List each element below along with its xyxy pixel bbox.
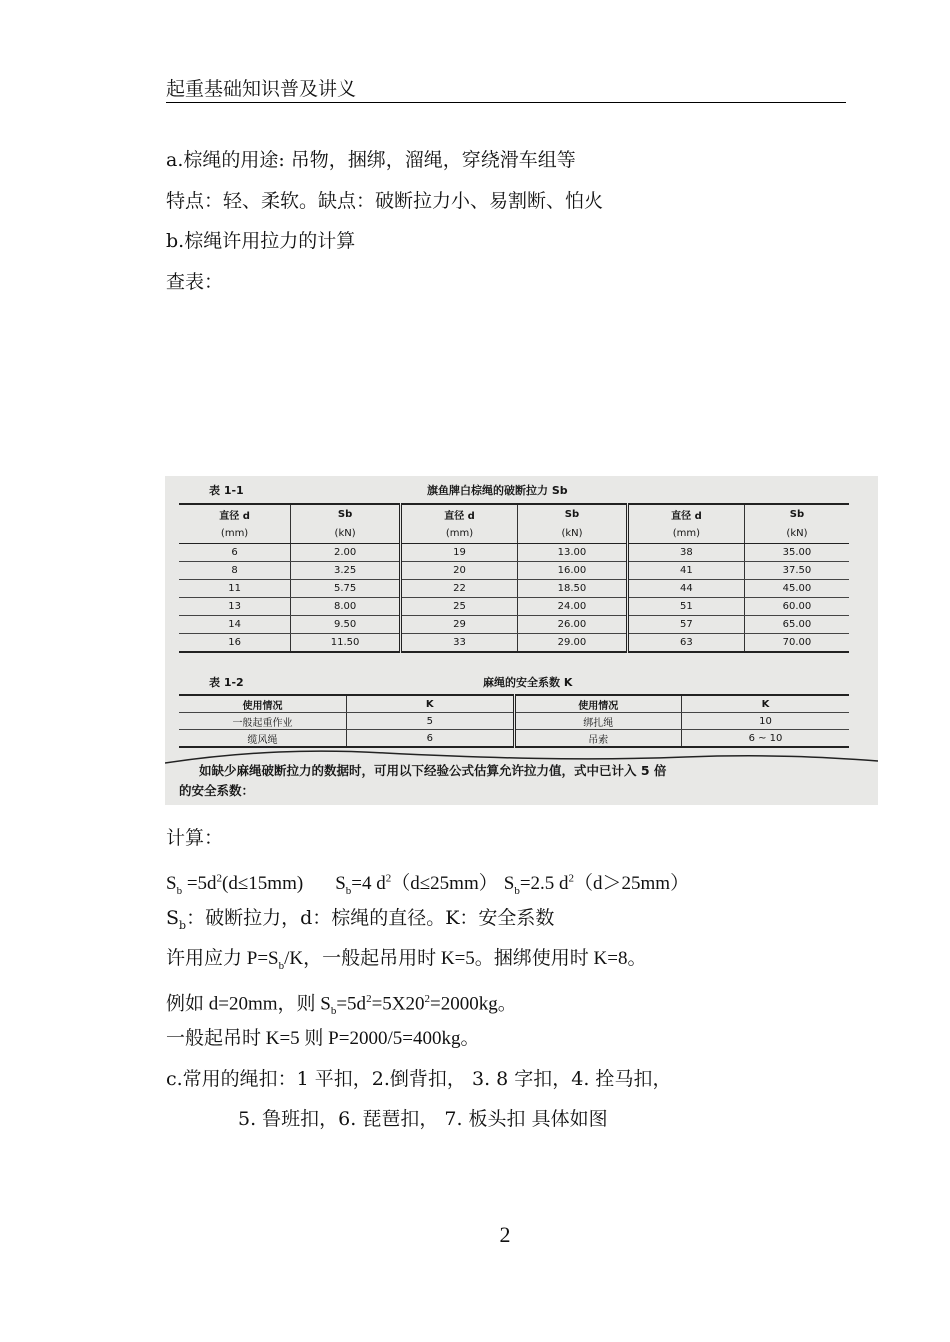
page-number: 2 — [499, 1222, 511, 1247]
table-cell: 3.25 — [291, 562, 401, 580]
th-unit-mm: (mm) — [627, 524, 744, 544]
table-cell: 11 — [179, 580, 291, 598]
table-cell: 6 — [347, 730, 515, 748]
table-cell: 8.00 — [291, 598, 401, 616]
paragraph-usage: a.棕绳的用途: 吊物，捆绑，溜绳，穿绕滑车组等 — [166, 149, 576, 171]
calc-label: 计算： — [166, 827, 224, 849]
definition-line: $S_b$：破断拉力，d：棕绳的直径。K：安全系数 — [166, 907, 555, 932]
scan-note-line1: 如缺少麻绳破断拉力的数据时，可用以下经验公式估算允许拉力值，式中已计入 5 倍 — [199, 763, 667, 778]
paragraph-lookup: 查表： — [166, 271, 224, 293]
table-row — [179, 634, 849, 653]
table-cell: 19 — [401, 544, 518, 562]
th-diameter: 直径 d — [219, 511, 250, 522]
th-usage: 使用情况 — [514, 695, 682, 713]
table-cell: 一般起重作业 — [179, 713, 347, 730]
table-cell: 57 — [627, 616, 744, 634]
table-cell: 33 — [401, 634, 518, 653]
th-usage: 使用情况 — [179, 695, 347, 713]
table-cell: 5.75 — [291, 580, 401, 598]
table-cell: 16 — [179, 634, 291, 653]
table-cell: 16.00 — [518, 562, 628, 580]
table-cell: 吊索 — [514, 730, 682, 748]
formula-1: $S_b =5d^2(d\le 15mm)$ — [166, 873, 304, 898]
table-cell: 29.00 — [518, 634, 628, 653]
scan-note-line2: 的安全系数： — [179, 783, 255, 798]
table2-label: 表 1-2 — [209, 676, 244, 689]
table-cell: 22 — [401, 580, 518, 598]
example-line: 例如 d=20mm，则 $S_b=5d^2=5X20^2=2000kg$。 — [166, 993, 517, 1018]
table-cell: 9.50 — [291, 616, 401, 634]
table-cell: 14 — [179, 616, 291, 634]
example-result-line: 一般起吊时 K=5 则 P=2000/5=400kg。 — [166, 1028, 480, 1049]
formula-3: $S_b=2.5$ $d^2(d>25mm)$ — [503, 873, 690, 898]
table-cell: 26.00 — [518, 616, 628, 634]
th-unit-kn: (kN) — [518, 524, 628, 544]
th-diameter: 直径 d — [401, 504, 518, 524]
table-cell: 绑扎绳 — [514, 713, 682, 730]
table-cell: 6 ~ 10 — [682, 730, 850, 748]
header-title: 起重基础知识普及讲义 — [166, 78, 357, 100]
table-row — [179, 562, 849, 580]
th-unit-kn: (kN) — [291, 524, 401, 544]
table-cell: 13.00 — [518, 544, 628, 562]
th-k: K — [347, 695, 515, 713]
table-cell: 25 — [401, 598, 518, 616]
table-cell: 37.50 — [744, 562, 849, 580]
table1-label: 表 1-1 — [209, 484, 244, 497]
table2-title: 麻绳的安全系数 K — [483, 676, 573, 689]
th-sb: Sb — [291, 504, 401, 524]
table-cell: 29 — [401, 616, 518, 634]
table-cell: 2.00 — [291, 544, 401, 562]
table-row — [179, 713, 849, 730]
table-row — [179, 580, 849, 598]
knots-line-1: c.常用的绳扣：1 平扣，2.倒背扣， 3. 8 字扣，4. 拴马扣， — [166, 1068, 672, 1090]
table-cell: 11.50 — [291, 634, 401, 653]
table-cell: 6 — [179, 544, 291, 562]
table1-title: 旗鱼牌白棕绳的破断拉力 Sb — [427, 484, 568, 497]
th-diameter: 直径 d — [627, 504, 744, 524]
paragraph-features: 特点：轻、柔软。缺点：破断拉力小、易割断、怕火 — [166, 190, 604, 212]
th-unit-mm: (mm) — [179, 524, 291, 544]
table-cell: 63 — [627, 634, 744, 653]
table-cell: 65.00 — [744, 616, 849, 634]
formula-2: $S_b=4$ $d^2(d\le 25mm)$ — [335, 873, 498, 898]
scanned-table-image — [165, 476, 878, 805]
table-row — [179, 598, 849, 616]
th-unit-kn: (kN) — [744, 524, 849, 544]
table-cell: 缆风绳 — [179, 730, 347, 748]
table-row — [179, 544, 849, 562]
page-header — [166, 76, 846, 103]
th-sb: Sb — [518, 504, 628, 524]
table-cell: 5 — [347, 713, 515, 730]
table-cell: 70.00 — [744, 634, 849, 653]
table-cell: 44 — [627, 580, 744, 598]
th-unit-mm: (mm) — [401, 524, 518, 544]
table-breaking-force — [179, 503, 849, 653]
table-cell: 8 — [179, 562, 291, 580]
allowable-stress-line: 许用应力 $P=S_b/K$，一般起吊用时 K=5。捆绑使用时 K=8。 — [166, 948, 647, 972]
table-cell: 51 — [627, 598, 744, 616]
th-sb: Sb — [744, 504, 849, 524]
table-cell: 41 — [627, 562, 744, 580]
table-cell: 24.00 — [518, 598, 628, 616]
knots-line-2: 5. 鲁班扣，6. 琵琶扣， 7. 板头扣 具体如图 — [238, 1108, 608, 1130]
table-cell: 13 — [179, 598, 291, 616]
table-cell: 18.50 — [518, 580, 628, 598]
table-cell: 45.00 — [744, 580, 849, 598]
th-k: K — [682, 695, 850, 713]
table-cell: 10 — [682, 713, 850, 730]
formula-line — [166, 867, 689, 903]
scan-note — [179, 761, 878, 801]
table-cell: 20 — [401, 562, 518, 580]
paragraph-calc-heading: b.棕绳许用拉力的计算 — [166, 230, 356, 252]
table-cell: 38 — [627, 544, 744, 562]
table-cell: 35.00 — [744, 544, 849, 562]
table-cell: 60.00 — [744, 598, 849, 616]
table-row — [179, 616, 849, 634]
